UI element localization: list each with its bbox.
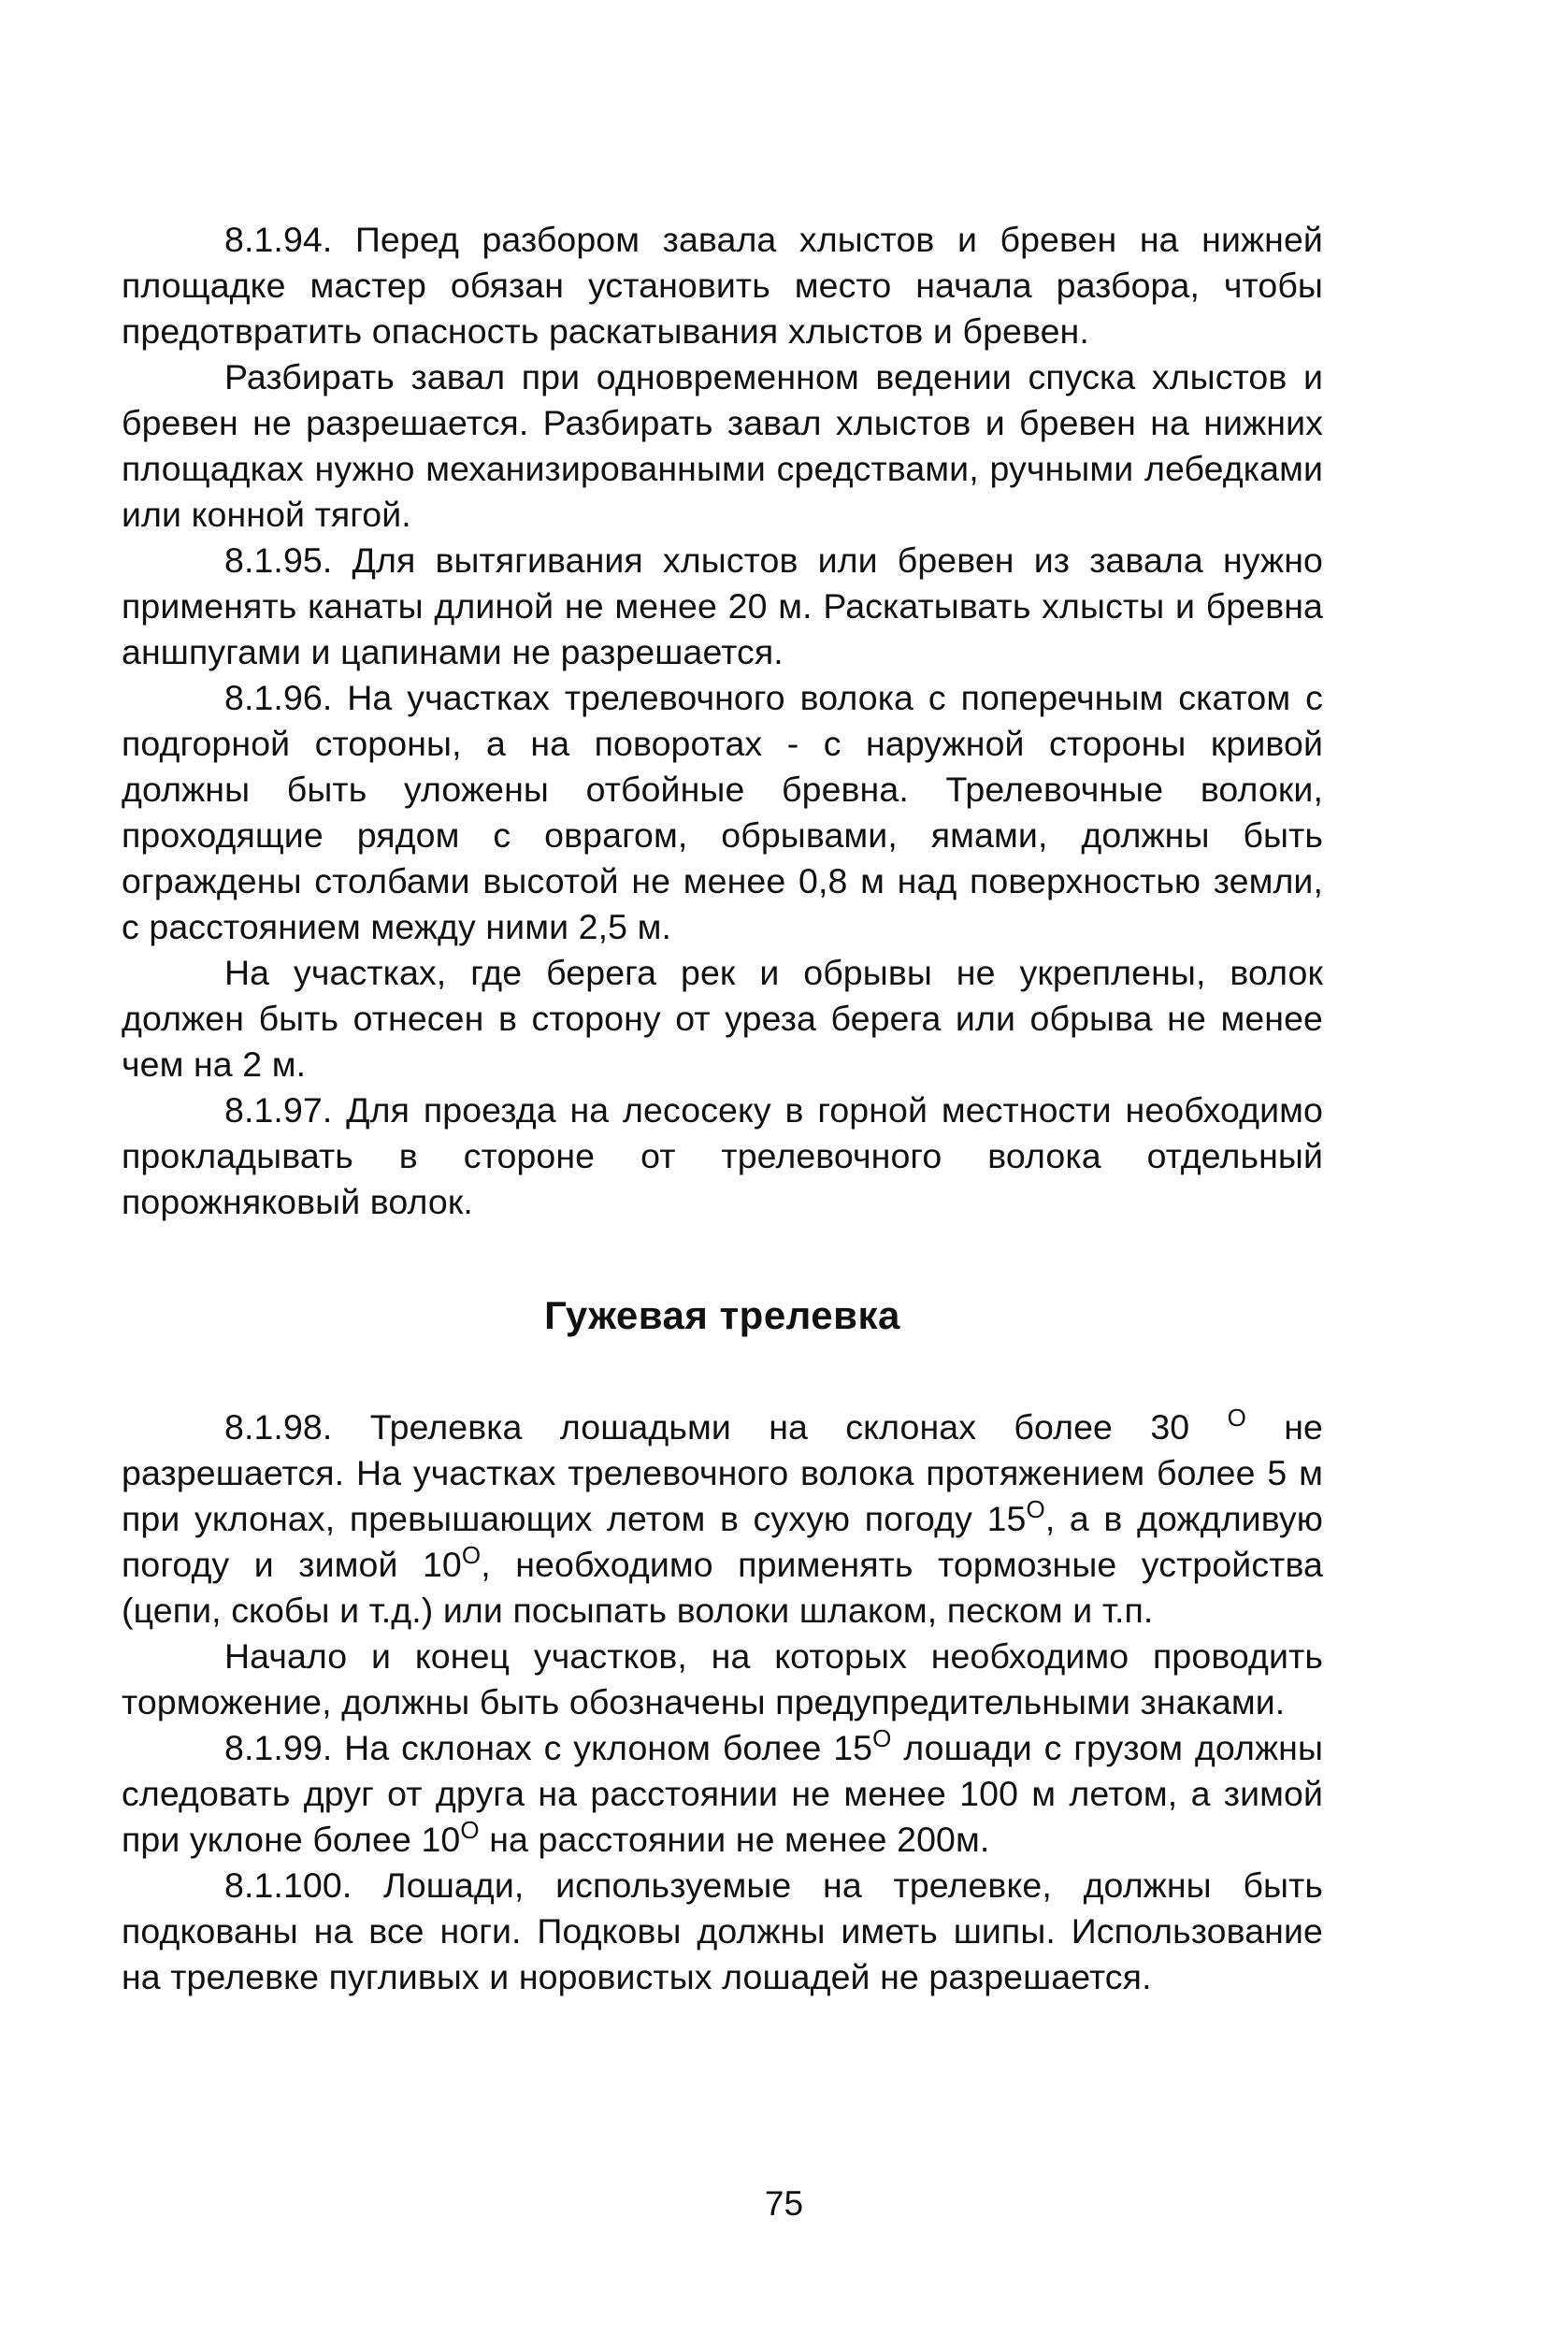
paragraph-8-1-98 (122, 1404, 1323, 1634)
p99-text-a: 8.1.99. На склонах с уклоном более 15 (224, 1728, 873, 1767)
section-heading: Гужевая трелевка (544, 1293, 900, 1337)
degree-sign: О (461, 1541, 482, 1569)
p98-text-c: , а в дождливую погоду и зимой 10 (122, 1499, 1323, 1584)
degree-sign: О (460, 1816, 480, 1844)
paragraph-8-1-98-continued: Начало и конец участков, на которых необходимо проводить торможение, должны быть обозначены предупредительными знаками. (122, 1636, 1323, 1721)
document-page (122, 217, 1323, 2302)
paragraph-8-1-99 (122, 1725, 1323, 1863)
degree-sign: О (872, 1724, 892, 1752)
p99-text-c: на расстоянии не менее 200м. (479, 1820, 990, 1859)
p99-text-b: лошади с грузом должны следовать друг от друга на расстоянии не менее 100 м летом, а зимой при уклоне более 10 (122, 1728, 1324, 1859)
p98-text-a: 8.1.98. Трелевка лошадьми на склонах более 30 (224, 1407, 1228, 1447)
page-number: 75 (764, 2184, 804, 2223)
paragraph-8-1-100: 8.1.100. Лошади, используемые на трелевке, должны быть подкованы на все ноги. Подковы должны иметь шипы. Использование на трелевке пугливых и норовистых лошадей не разрешается. (122, 1865, 1323, 1996)
paragraph-8-1-94: 8.1.94. Перед разбором завала хлыстов и бревен на нижней площадке мастер обязан установить место начала разбора, чтобы предотвратить опасность раскатывания хлыстов и бревен. (122, 220, 1323, 351)
degree-sign: О (1227, 1404, 1246, 1432)
degree-sign: О (1026, 1495, 1045, 1523)
p98-text-b: не разрешается. На участках трелевочного волока протяжением более 5 м при уклонах, превышающих летом в сухую погоду 15 (122, 1407, 1323, 1538)
paragraph-8-1-97: 8.1.97. Для проезда на лесосеку в горной местности необходимо прокладывать в стороне от трелевочного волока отдельный порожняковый волок. (122, 1090, 1323, 1221)
paragraph-8-1-95: 8.1.95. Для вытягивания хлыстов или бревен из завала нужно применять канаты длиной не менее 20 м. Раскатывать хлысты и бревна аншпугами и цапинами не разрешается. (122, 540, 1323, 671)
paragraph-8-1-96-continued: На участках, где берега рек и обрывы не укреплены, волок должен быть отнесен в сторону от уреза берега или обрыва не менее чем на 2 м. (122, 953, 1323, 1084)
paragraph-8-1-94-continued: Разбирать завал при одновременном ведении спуска хлыстов и бревен не разрешается. Разбирать завал хлыстов и бревен на нижних площадках нужно механизированными средствами, ручными лебедками или конной тягой. (122, 357, 1323, 534)
paragraph-8-1-96: 8.1.96. На участках трелевочного волока с поперечным скатом с подгорной стороны, а на поворотах - с наружной стороны кривой должны быть уложены отбойные бревна. Трелевочные волоки, проходящие рядом с оврагом, обрывами, ямами, должны быть ограждены столбами высотой не менее 0,8 м над поверхностью земли, с расстоянием между ними 2,5 м. (122, 678, 1323, 946)
p98-text-d: , необходимо применять тормозные устройства (цепи, скобы и т.д.) или посыпать волоки шлаком, песком и т.п. (122, 1545, 1323, 1630)
